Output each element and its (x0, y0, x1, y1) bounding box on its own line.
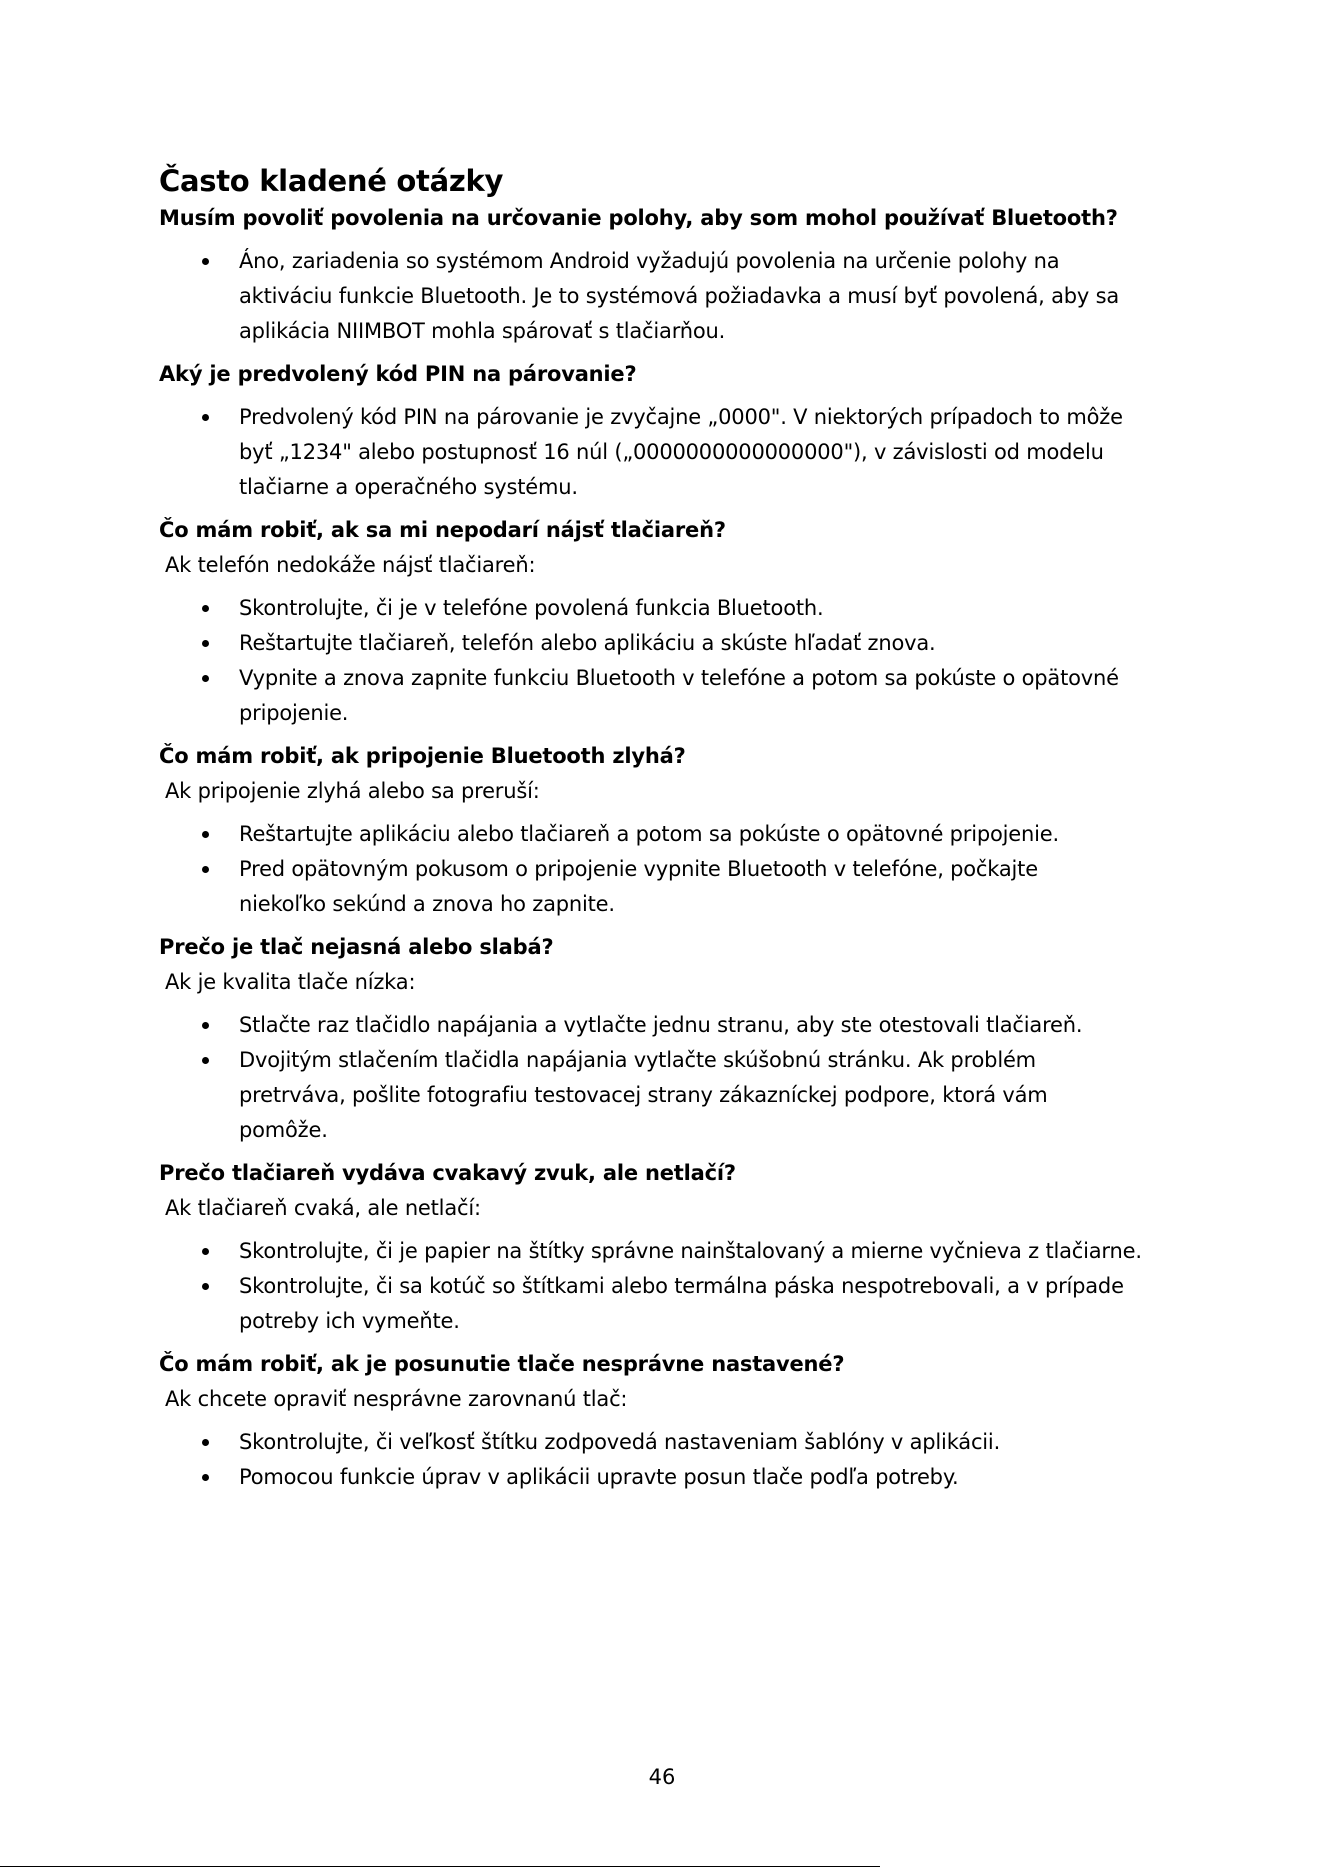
faq-item (159, 357, 1179, 505)
faq-answer-item (159, 661, 1179, 731)
faq-answer-line: byť „1234" alebo postupnosť 16 núl („0000000000000000"), v závislosti od modelu (239, 440, 1104, 464)
page-number: 46 (648, 1765, 676, 1789)
bullet-icon (202, 414, 209, 421)
faq-answer-line: potreby ich vymeňte. (239, 1309, 460, 1333)
faq-answer-list (159, 244, 1179, 349)
faq-answer-line: Skontrolujte, či sa kotúč so štítkami alebo termálna páska nespotrebovali, a v prípade (239, 1274, 1124, 1298)
faq-question: Aký je predvolený kód PIN na párovanie? (159, 362, 637, 386)
page-content (159, 161, 1179, 1503)
bullet-icon (202, 605, 209, 612)
faq-answer-line: Reštartujte tlačiareň, telefón alebo aplikáciu a skúste hľadať znova. (239, 631, 936, 655)
footer-rule (0, 1866, 880, 1867)
faq-item (159, 1347, 1179, 1495)
faq-answer-line: Predvolený kód PIN na párovanie je zvyčajne „0000". V niektorých prípadoch to môže (239, 405, 1123, 429)
faq-intro: Ak chcete opraviť nesprávne zarovnanú tlač: (165, 1387, 628, 1411)
faq-answer-line: Stlačte raz tlačidlo napájania a vytlačte jednu stranu, aby ste otestovali tlačiareň. (239, 1013, 1083, 1037)
faq-answer-line: pripojenie. (239, 701, 349, 725)
faq-answer-list (159, 1234, 1179, 1339)
faq-list (159, 201, 1179, 1495)
faq-answer-item (159, 1234, 1179, 1269)
faq-item (159, 930, 1179, 1148)
faq-answer-line: Pomocou funkcie úprav v aplikácii upravte posun tlače podľa potreby. (239, 1465, 959, 1489)
faq-answer-line: pretrváva, pošlite fotografiu testovacej strany zákazníckej podpore, ktorá vám (239, 1083, 1048, 1107)
faq-intro: Ak tlačiareň cvaká, ale netlačí: (165, 1196, 481, 1220)
faq-answer-line: Skontrolujte, či veľkosť štítku zodpovedá nastaveniam šablóny v aplikácii. (239, 1430, 1001, 1454)
faq-answer-item (159, 1043, 1179, 1148)
faq-answer-item (159, 591, 1179, 626)
faq-intro: Ak telefón nedokáže nájsť tlačiareň: (165, 553, 536, 577)
faq-intro: Ak pripojenie zlyhá alebo sa preruší: (165, 779, 540, 803)
faq-answer-list (159, 1008, 1179, 1148)
bullet-icon (202, 1022, 209, 1029)
bullet-icon (202, 1057, 209, 1064)
faq-question: Čo mám robiť, ak je posunutie tlače nesprávne nastavené? (159, 1352, 845, 1376)
faq-item (159, 739, 1179, 922)
faq-answer-list (159, 591, 1179, 731)
faq-answer-line: pomôže. (239, 1118, 328, 1142)
faq-answer-line: Áno, zariadenia so systémom Android vyžadujú povolenia na určenie polohy na (239, 249, 1060, 273)
faq-answer-line: tlačiarne a operačného systému. (239, 475, 578, 499)
faq-answer-item (159, 1269, 1179, 1339)
faq-answer-line: Reštartujte aplikáciu alebo tlačiareň a potom sa pokúste o opätovné pripojenie. (239, 822, 1059, 846)
page-title: Často kladené otázky (159, 164, 504, 198)
faq-answer-item (159, 626, 1179, 661)
faq-answer-list (159, 1425, 1179, 1495)
faq-answer-list (159, 817, 1179, 922)
bullet-icon (202, 1248, 209, 1255)
faq-item (159, 201, 1179, 349)
faq-question: Prečo je tlač nejasná alebo slabá? (159, 935, 554, 959)
faq-answer-line: aplikácia NIIMBOT mohla spárovať s tlačiarňou. (239, 319, 726, 343)
bullet-icon (202, 1283, 209, 1290)
faq-answer-line: Pred opätovným pokusom o pripojenie vypnite Bluetooth v telefóne, počkajte (239, 857, 1038, 881)
faq-question: Čo mám robiť, ak sa mi nepodarí nájsť tlačiareň? (159, 518, 726, 542)
faq-answer-line: niekoľko sekúnd a znova ho zapnite. (239, 892, 615, 916)
faq-answer-line: Vypnite a znova zapnite funkciu Bluetooth v telefóne a potom sa pokúste o opätovné (239, 666, 1119, 690)
bullet-icon (202, 1474, 209, 1481)
bullet-icon (202, 675, 209, 682)
faq-answer-item (159, 1460, 1179, 1495)
faq-answer-line: Skontrolujte, či je papier na štítky správne nainštalovaný a mierne vyčnieva z tlačiarne. (239, 1239, 1142, 1263)
faq-item (159, 1156, 1179, 1339)
faq-question: Čo mám robiť, ak pripojenie Bluetooth zlyhá? (159, 744, 686, 768)
faq-answer-list (159, 400, 1179, 505)
faq-question: Musím povoliť povolenia na určovanie polohy, aby som mohol používať Bluetooth? (159, 206, 1118, 230)
bullet-icon (202, 258, 209, 265)
faq-answer-item (159, 400, 1179, 505)
faq-question: Prečo tlačiareň vydáva cvakavý zvuk, ale netlačí? (159, 1161, 736, 1185)
faq-answer-item (159, 817, 1179, 852)
faq-answer-line: Skontrolujte, či je v telefóne povolená funkcia Bluetooth. (239, 596, 824, 620)
faq-answer-line: aktiváciu funkcie Bluetooth. Je to systémová požiadavka a musí byť povolená, aby sa (239, 284, 1120, 308)
faq-answer-line: Dvojitým stlačením tlačidla napájania vytlačte skúšobnú stránku. Ak problém (239, 1048, 1036, 1072)
bullet-icon (202, 831, 209, 838)
faq-answer-item (159, 1008, 1179, 1043)
faq-answer-item (159, 1425, 1179, 1460)
bullet-icon (202, 640, 209, 647)
bullet-icon (202, 1439, 209, 1446)
faq-item (159, 513, 1179, 731)
faq-intro: Ak je kvalita tlače nízka: (165, 970, 416, 994)
faq-answer-item (159, 852, 1179, 922)
bullet-icon (202, 866, 209, 873)
faq-answer-item (159, 244, 1179, 349)
